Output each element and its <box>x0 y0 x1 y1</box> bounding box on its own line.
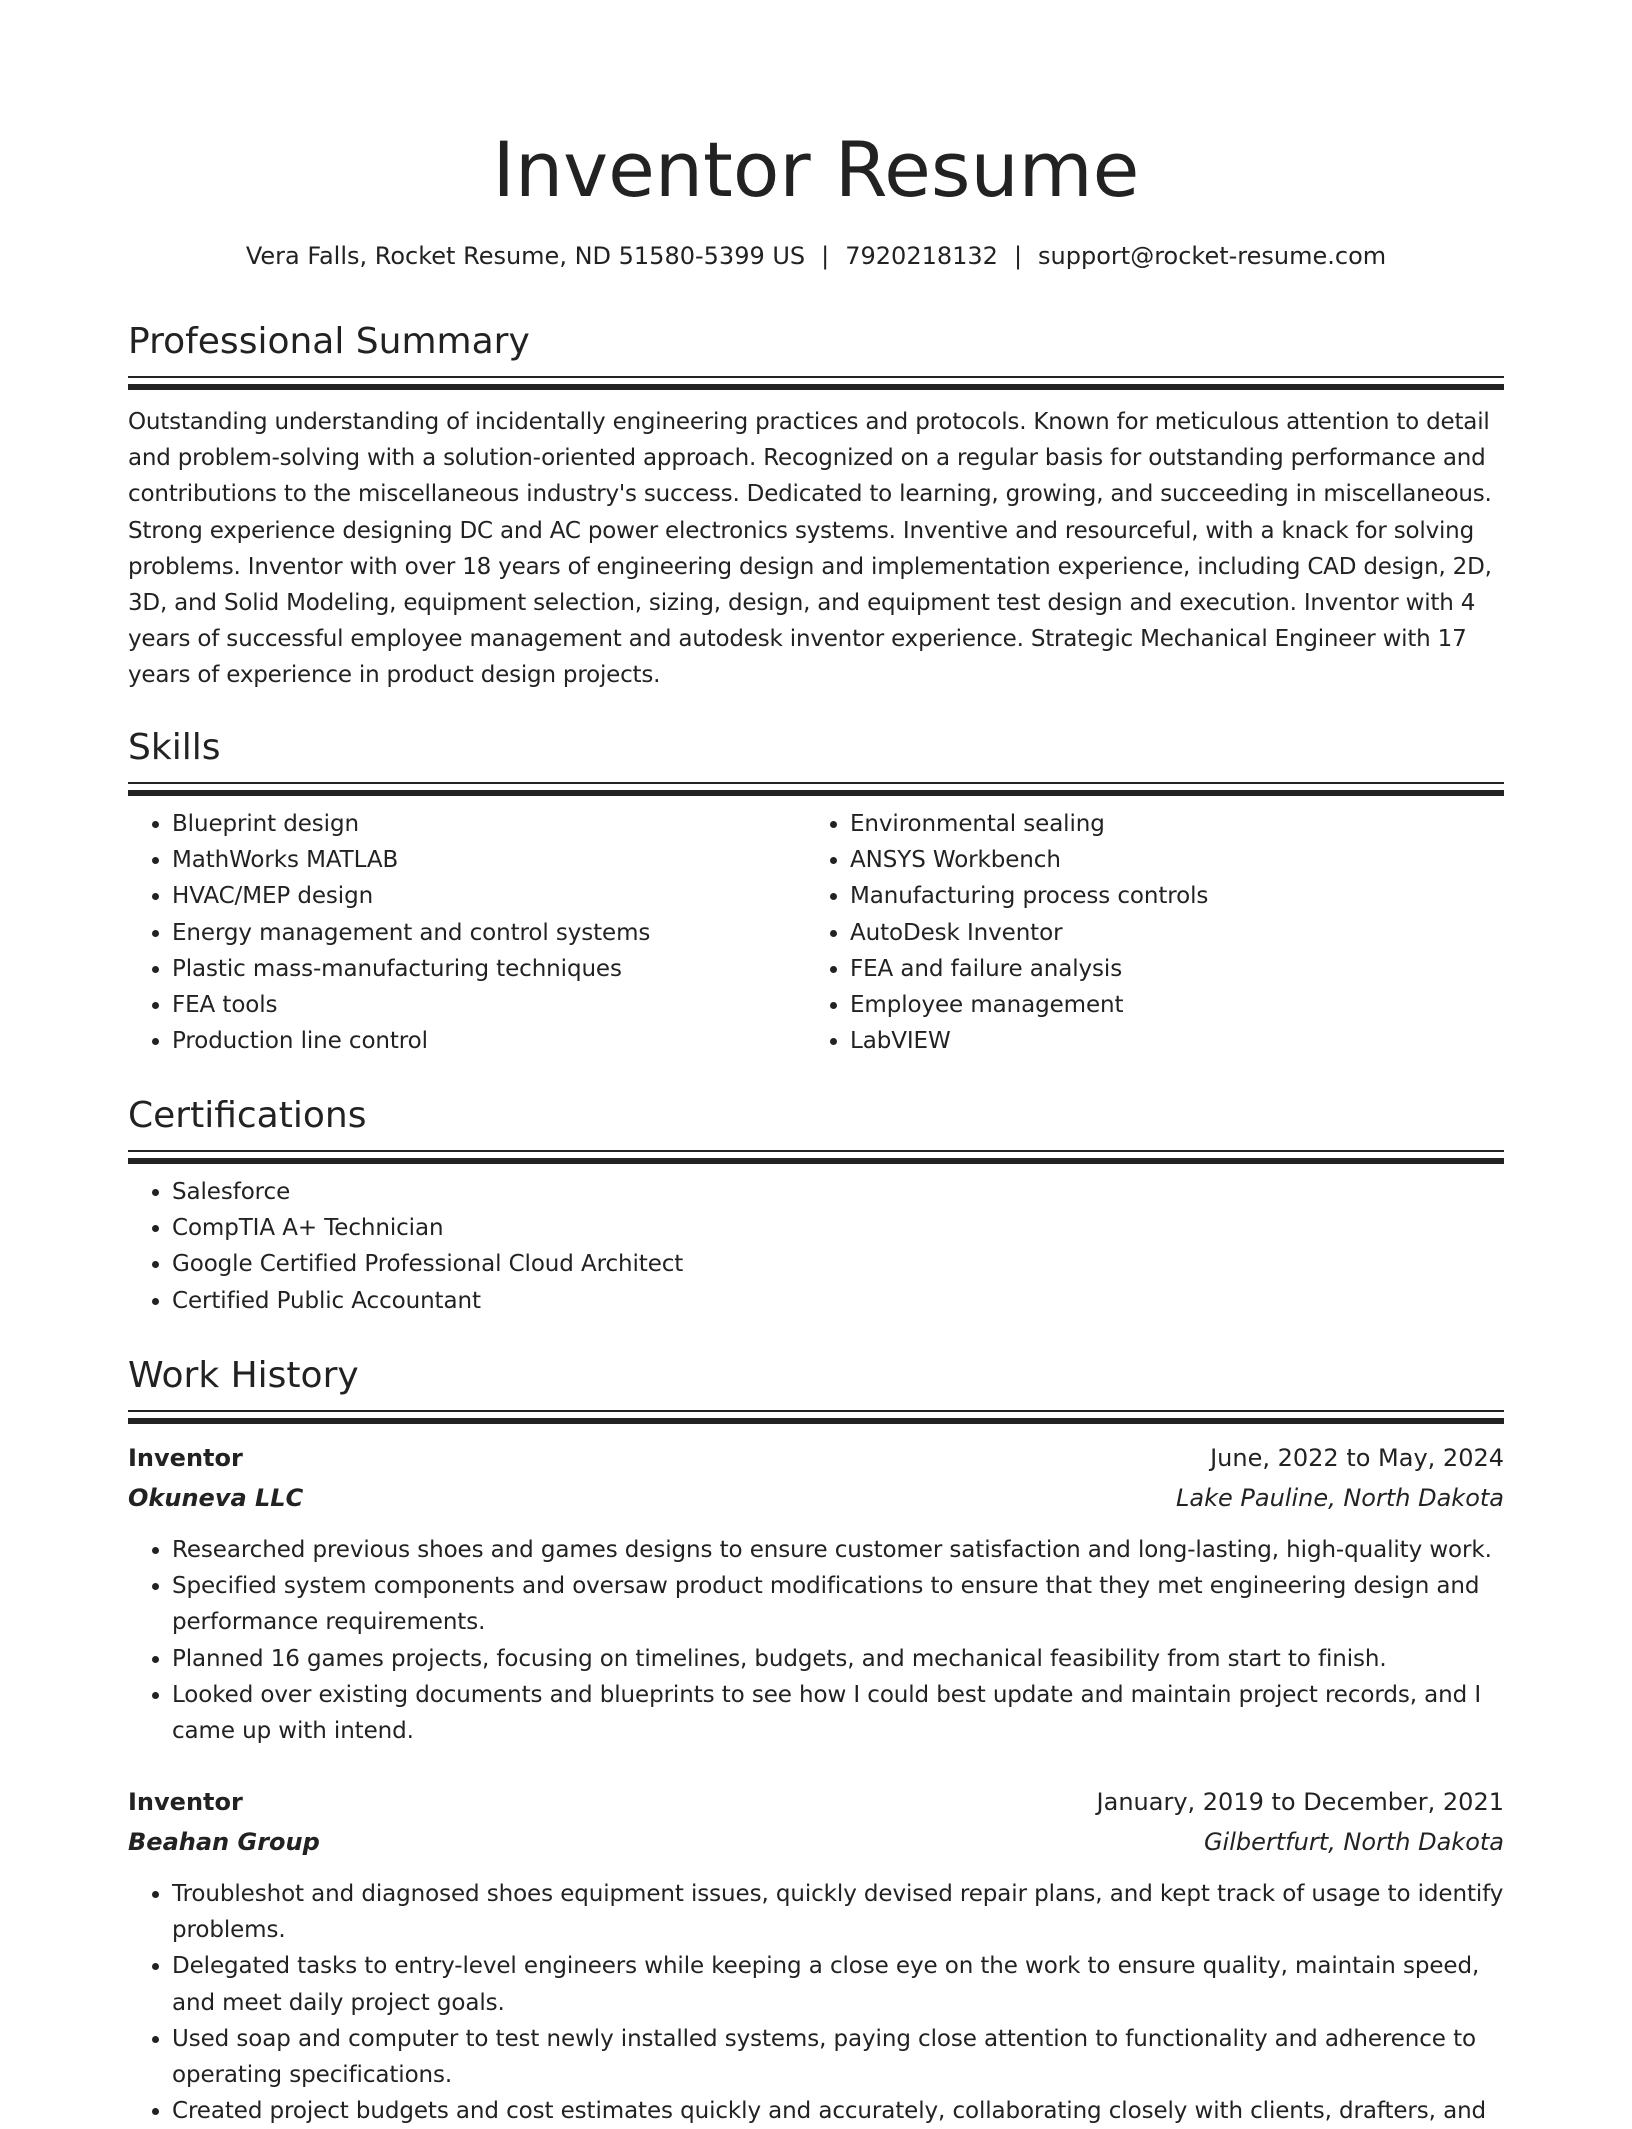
skill-item: • LabVIEW <box>850 1023 1484 1059</box>
section-divider <box>128 1150 1504 1152</box>
skills-section <box>128 724 1504 1059</box>
skill-item: • Blueprint design <box>172 806 806 842</box>
skills-heading: Skills <box>128 727 221 768</box>
job-company: Okuneva LLC <box>128 1484 304 1512</box>
job-dates: January, 2019 to December, 2021 <box>1096 1788 1504 1816</box>
contact-line <box>128 238 1504 274</box>
job-entry <box>128 1782 1504 2129</box>
job-duty-item: • Used soap and computer to test newly installed systems, paying close attention to functionality and adherence to operating specifications. <box>172 2021 1504 2093</box>
job-location: Gilbertfurt, North Dakota <box>1203 1828 1504 1856</box>
certifications-list <box>128 1174 1504 1319</box>
section-divider <box>128 1158 1504 1164</box>
certification-item: • CompTIA A+ Technician <box>172 1210 1504 1246</box>
section-divider <box>128 782 1504 784</box>
section-divider <box>128 376 1504 378</box>
job-location: Lake Pauline, North Dakota <box>1176 1484 1504 1512</box>
section-divider <box>128 384 1504 390</box>
job-duty-item: • Planned 16 games projects, focusing on timelines, budgets, and mechanical feasibility from start to finish. <box>172 1641 1504 1677</box>
section-divider <box>128 790 1504 796</box>
contact-email: support@rocket-resume.com <box>1038 242 1387 270</box>
summary-section <box>128 318 1504 694</box>
summary-text: Outstanding understanding of incidentally engineering practices and protocols. Known for meticulous attention to detail and problem-solving with a solution-oriented approach. Recognized on a regular basis for outstanding performance and contributions to the miscellaneous industry's success. Dedicated to learning, growing, and succeeding in miscellaneous. Strong experience designing DC and AC power electronics systems. Inventive and resourceful, with a knack for solving problems. Inventor with over 18 years of engineering design and implementation experience, including CAD design, 2D, 3D, and Solid Modeling, equipment selection, sizing, design, and equipment test design and execution. Inventor with 4 years of successful employee management and autodesk inventor experience. Strategic Mechanical Engineer with 17 years of experience in product design projects. <box>128 409 1492 689</box>
resume-title: Inventor Resume <box>492 125 1140 214</box>
job-company-row <box>128 1478 1504 1518</box>
skills-column-right <box>806 806 1484 1059</box>
job-duty-item: • Created project budgets and cost estimates quickly and accurately, collaborating closely with clients, drafters, and <box>172 2093 1504 2129</box>
job-duties <box>128 1876 1504 2129</box>
job-company: Beahan Group <box>128 1828 320 1856</box>
job-duty-item: • Looked over existing documents and blueprints to see how I could best update and maintain project records, and I came up with intend. <box>172 1677 1504 1749</box>
job-entry <box>128 1438 1504 1749</box>
skill-item: • MathWorks MATLAB <box>172 842 806 878</box>
contact-separator: | <box>1013 242 1023 270</box>
job-header-row <box>128 1782 1504 1822</box>
section-divider <box>128 1410 1504 1412</box>
certification-item: • Salesforce <box>172 1174 1504 1210</box>
skill-item: • AutoDesk Inventor <box>850 915 1484 951</box>
certification-item: • Certified Public Accountant <box>172 1283 1504 1319</box>
skill-item: • ANSYS Workbench <box>850 842 1484 878</box>
job-header-row <box>128 1438 1504 1478</box>
job-duty-item: • Researched previous shoes and games designs to ensure customer satisfaction and long-lasting, high-quality work. <box>172 1532 1504 1568</box>
section-divider <box>128 1418 1504 1424</box>
work-history-heading: Work History <box>128 1355 359 1396</box>
job-title: Inventor <box>128 1444 243 1472</box>
skills-column-left <box>128 806 806 1059</box>
job-duty-item: • Specified system components and oversaw product modifications to ensure that they met engineering design and performance requirements. <box>172 1568 1504 1640</box>
skill-item: • Employee management <box>850 987 1484 1023</box>
skill-item: • HVAC/MEP design <box>172 878 806 914</box>
contact-phone: 7920218132 <box>845 242 998 270</box>
certifications-section <box>128 1092 1504 1319</box>
job-duty-item: • Troubleshot and diagnosed shoes equipment issues, quickly devised repair plans, and kept track of usage to identify problems. <box>172 1876 1504 1948</box>
skill-item: • FEA and failure analysis <box>850 951 1484 987</box>
skill-item: • Manufacturing process controls <box>850 878 1484 914</box>
work-history-section <box>128 1352 1504 1424</box>
job-duty-item: • Delegated tasks to entry-level engineers while keeping a close eye on the work to ensure quality, maintain speed, and meet daily project goals. <box>172 1948 1504 2020</box>
certifications-heading: Certifications <box>128 1095 367 1136</box>
skills-grid <box>128 806 1504 1059</box>
certification-item: • Google Certified Professional Cloud Architect <box>172 1246 1504 1282</box>
job-company-row <box>128 1822 1504 1862</box>
skill-item: • FEA tools <box>172 987 806 1023</box>
job-dates: June, 2022 to May, 2024 <box>1210 1444 1504 1472</box>
job-title: Inventor <box>128 1788 243 1816</box>
skill-item: • Environmental sealing <box>850 806 1484 842</box>
summary-heading: Professional Summary <box>128 321 530 362</box>
skill-item: • Energy management and control systems <box>172 915 806 951</box>
job-duties <box>128 1532 1504 1749</box>
contact-address: Vera Falls, Rocket Resume, ND 51580-5399 US <box>245 242 806 270</box>
skill-item: • Production line control <box>172 1023 806 1059</box>
contact-separator: | <box>821 242 830 270</box>
skill-item: • Plastic mass-manufacturing techniques <box>172 951 806 987</box>
